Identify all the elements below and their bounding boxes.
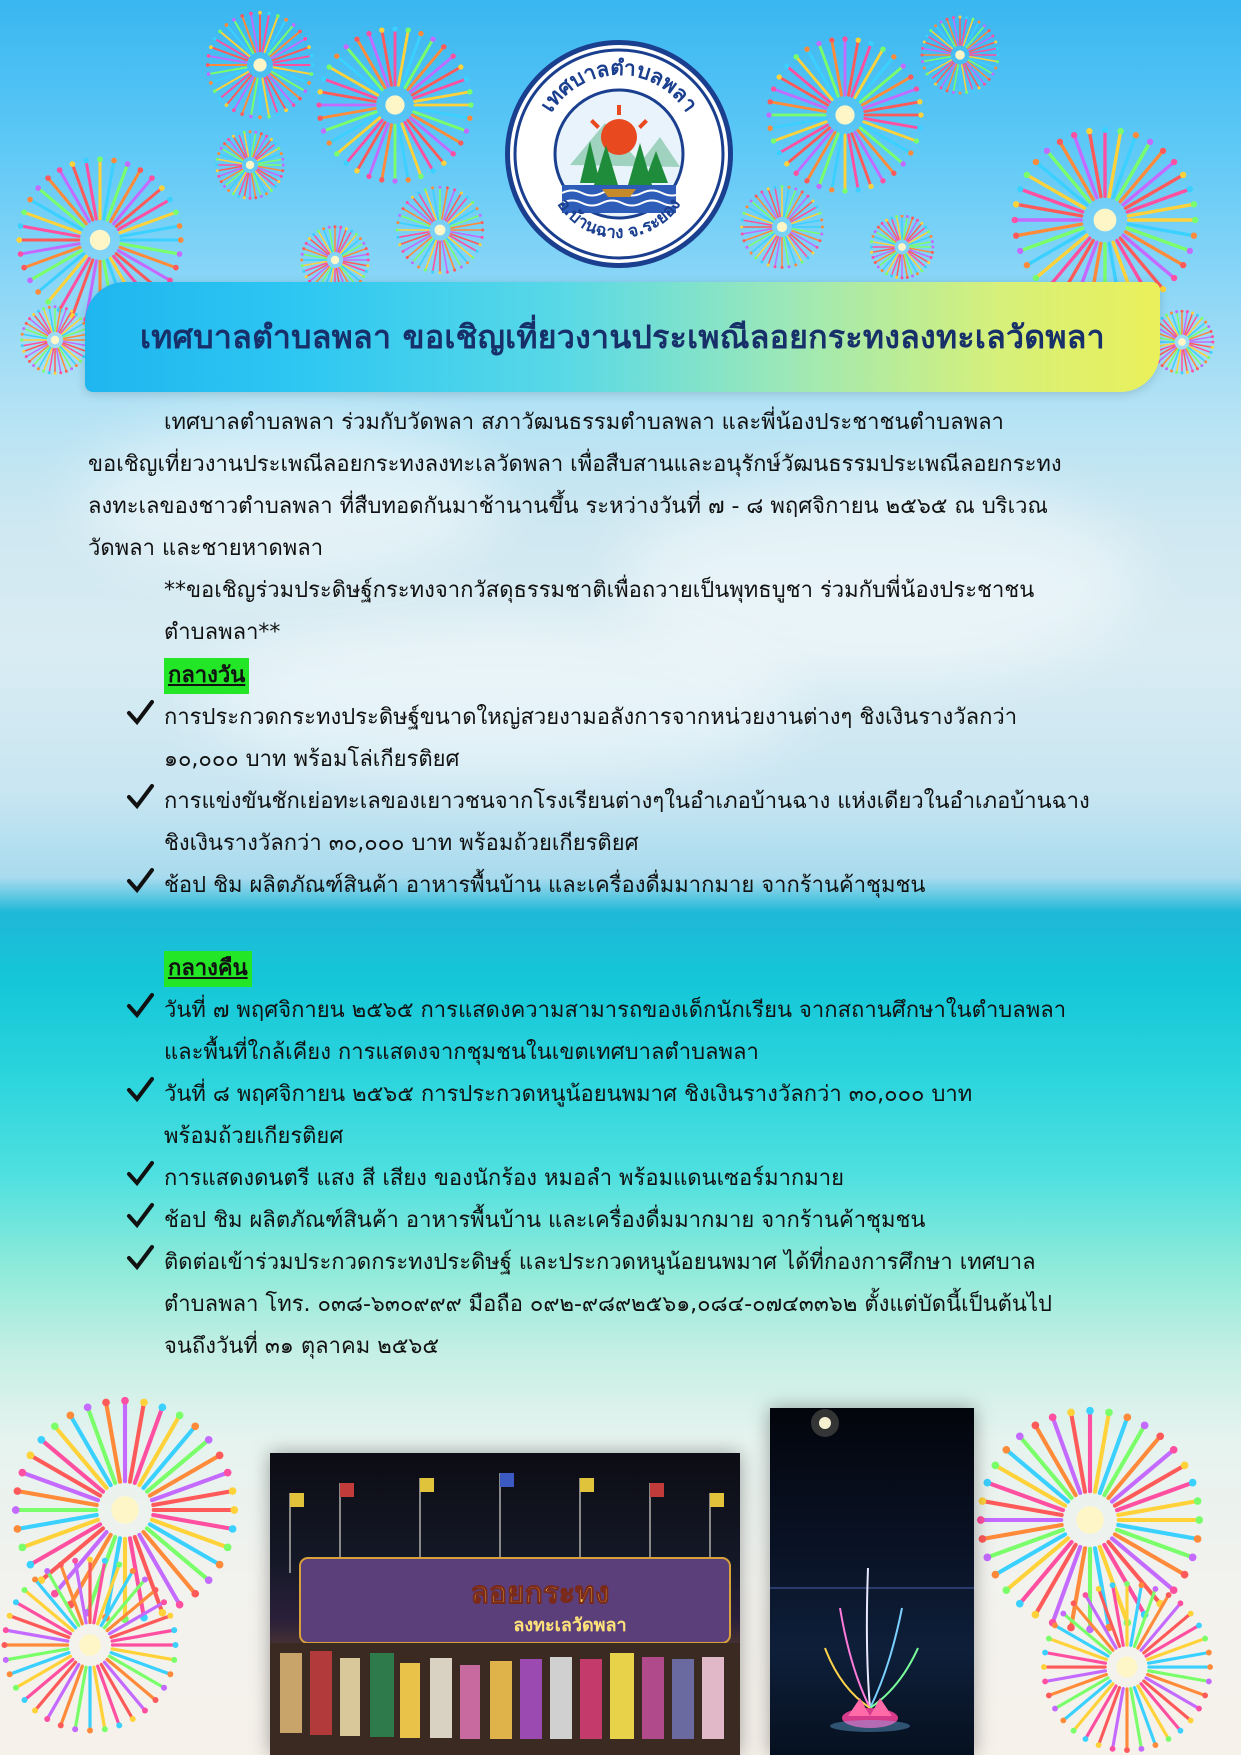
item-line: ช้อป ชิม ผลิตภัณฑ์สินค้า อาหารพื้นบ้าน และเครื่องดื่มมากมาย จากร้านค้าชุมชน — [164, 1208, 926, 1233]
list-item — [88, 1074, 1178, 1158]
item-line: จนถึงวันที่ ๓๑ ตุลาคม ๒๕๖๕ — [164, 1334, 439, 1359]
check-icon — [126, 783, 154, 811]
list-item — [88, 865, 1178, 907]
intro-line: ขอเชิญเที่ยวงานประเพณีลอยกระทงลงทะเลวัดพลา เพื่อสืบสานและอนุรักษ์วัฒนธรรมประเพณีลอยกระทง — [88, 452, 1062, 477]
firework-decoration — [0, 1555, 180, 1735]
list-item — [88, 1200, 1178, 1242]
check-icon — [126, 1076, 154, 1104]
municipality-logo — [505, 40, 733, 268]
intro-line: ลงทะเลของชาวตำบลพลา ที่สืบทอดกันมาช้านานขึ้น ระหว่างวันที่ ๗ - ๘ พฤศจิกายน ๒๕๖๕ ณ บริเวณ — [88, 494, 1048, 519]
daytime-list — [88, 697, 1178, 907]
check-icon — [126, 867, 154, 895]
nighttime-heading: กลางคืน — [164, 951, 252, 987]
item-line: การประกวดกระทงประดิษฐ์ขนาดใหญ่สวยงามอลังการจากหน่วยงานต่างๆ ชิงเงินรางวัลกว่า — [164, 705, 1018, 730]
daytime-heading: กลางวัน — [164, 658, 249, 694]
item-line: ชิงเงินรางวัลกว่า ๓๐,๐๐๐ บาท พร้อมถ้วยเกียรติยศ — [164, 831, 639, 856]
item-line: วันที่ ๗ พฤศจิกายน ๒๕๖๕ การแสดงความสามารถของเด็กนักเรียน จากสถานศึกษาในตำบลพลา — [164, 998, 1067, 1023]
check-icon — [126, 1244, 154, 1272]
firework-decoration — [215, 130, 285, 200]
firework-decoration — [765, 35, 925, 195]
check-icon — [126, 1202, 154, 1230]
stage-event-photo — [270, 1453, 740, 1755]
item-line: ๑๐,๐๐๐ บาท พร้อมโล่เกียรติยศ — [164, 747, 460, 772]
item-line: ติดต่อเข้าร่วมประกวดกระทงประดิษฐ์ และประกวดหนูน้อยนพมาศ ได้ที่กองการศึกษา เทศบาล — [164, 1250, 1036, 1275]
title-banner — [85, 282, 1160, 392]
list-item — [88, 1158, 1178, 1200]
check-icon — [126, 1160, 154, 1188]
firework-decoration — [20, 305, 90, 375]
item-line: วันที่ ๘ พฤศจิกายน ๒๕๖๕ การประกวดหนูน้อยนพมาศ ชิงเงินรางวัลกว่า ๓๐,๐๐๐ บาท — [164, 1082, 973, 1107]
firework-decoration — [870, 215, 935, 280]
check-icon — [126, 699, 154, 727]
firework-decoration — [205, 10, 315, 120]
firework-decoration — [920, 15, 1000, 95]
stage-banner-subtext: ลงทะเลวัดพลา — [513, 1615, 627, 1636]
check-icon — [126, 992, 154, 1020]
firework-decoration — [1040, 1580, 1215, 1755]
nighttime-list — [88, 990, 1178, 1368]
list-item — [88, 1242, 1178, 1368]
list-item — [88, 990, 1178, 1074]
announcement-body — [88, 402, 1178, 1368]
page-title: เทศบาลตำบลพลา ขอเชิญเที่ยวงานประเพณีลอยกระทงลงทะเลวัดพลา — [140, 317, 1105, 356]
logo-text-bottom: อ.บ้านฉาง จ.ระยอง — [552, 195, 686, 244]
logo-text-top: เทศบาลตำบลพลา — [535, 55, 703, 117]
firework-decoration — [740, 185, 825, 270]
item-line: ตำบลพลา โทร. ๐๓๘-๖๓๐๙๙๙ มือถือ ๐๙๒-๙๘๙๒๕๖๑,๐๘๔-๐๗๔๓๓๖๒ ตั้งแต่บัดนี้เป็นต้นไป — [164, 1292, 1052, 1317]
list-item — [88, 781, 1178, 865]
item-line: ช้อป ชิม ผลิตภัณฑ์สินค้า อาหารพื้นบ้าน และเครื่องดื่มมากมาย จากร้านค้าชุมชน — [164, 873, 926, 898]
night-fountain-photo — [770, 1408, 974, 1755]
item-line: และพื้นที่ใกล้เคียง การแสดงจากชุมชนในเขตเทศบาลตำบลพลา — [164, 1040, 759, 1065]
list-item — [88, 697, 1178, 781]
firework-decoration — [395, 185, 485, 275]
invite-line: ตำบลพลา** — [164, 620, 281, 645]
firework-decoration — [315, 25, 475, 185]
invite-line: **ขอเชิญร่วมประดิษฐ์กระทงจากวัสดุธรรมชาติเพื่อถวายเป็นพุทธบูชา ร่วมกับพี่น้องประชาชน — [164, 578, 1035, 603]
item-line: พร้อมถ้วยเกียรติยศ — [164, 1124, 344, 1149]
stage-banner-text: ลอยกระทง — [470, 1576, 610, 1611]
intro-line: วัดพลา และชายหาดพลา — [88, 536, 324, 561]
item-line: การแสดงดนตรี แสง สี เสียง ของนักร้อง หมอลำ พร้อมแดนเซอร์มากมาย — [164, 1166, 844, 1191]
item-line: การแข่งขันชักเย่อทะเลของเยาวชนจากโรงเรียนต่างๆในอำเภอบ้านฉาง แห่งเดียวในอำเภอบ้านฉาง — [164, 789, 1090, 814]
intro-line: เทศบาลตำบลพลา ร่วมกับวัดพลา สภาวัฒนธรรมตำบลพลา และพี่น้องประชาชนตำบลพลา — [164, 410, 1004, 435]
